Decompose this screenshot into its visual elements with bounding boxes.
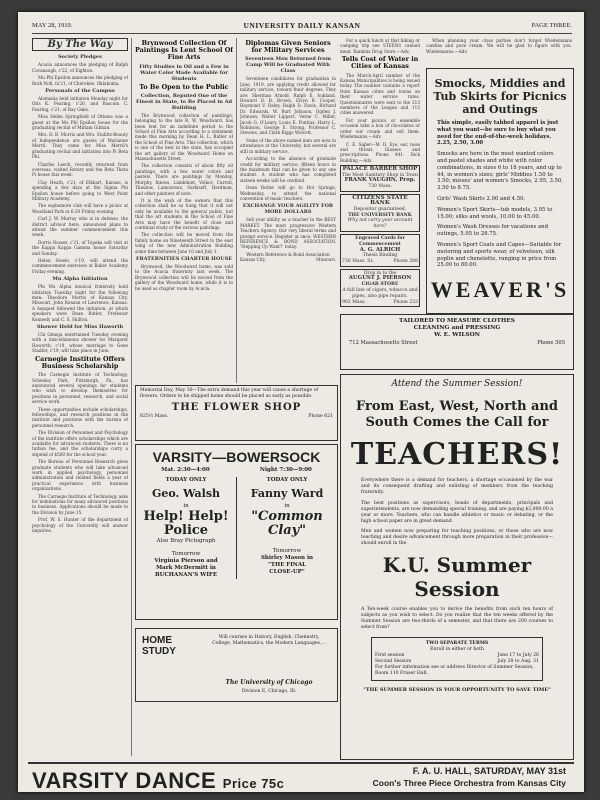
diplomas-subhead: Seventeen Men Returned from Camp Will be Graduated With Class: [244, 56, 332, 75]
initiation-heading: Mu Alpha Initiation: [52, 276, 108, 283]
teachers-big: TEACHERS!: [350, 437, 564, 472]
adv-paragraph: C. E. Sigler—M. D. Eye, ear, nose and throat. Glasses and prescriptions. Phone 441. Dick Building.—Adv.: [340, 141, 420, 163]
teachers-headline: South Comes the Call for: [365, 415, 549, 430]
diplomas-headline: Diplomas Given Seniors for Military Services: [245, 39, 331, 55]
summer-session-title: K.U. Summer Session: [382, 553, 532, 602]
column-diplomas: [240, 38, 336, 383]
terms-sub: Enroll in either or both: [430, 647, 484, 653]
palace-owner: FRANK VAUGHN, Prop.: [344, 177, 416, 184]
tomorrow-line: Mark McDermitt in: [156, 565, 216, 571]
pierson-phone: Phone 233: [393, 299, 418, 305]
wilson-line: CLEANING and PRESSING: [413, 325, 501, 332]
personals-heading: Personals of the Campus: [45, 88, 115, 95]
cigar-text: A full line of cigars, tobacco and pipes, also pipe repairs.: [342, 287, 418, 299]
ad-line: Western Reference & Bond Association: [246, 251, 330, 257]
chicago-name: The University of Chicago: [225, 679, 313, 686]
article-paragraph: Sell your ability as a teacher in the BEST MARKET. The most progressive Western Teachers Agency. Our very liberal terms and prompt service. Register at once. WESTERN REFERENCE & BOND ASSOCIATION, 'Stepping Up Want?' today.: [240, 217, 336, 250]
varsity-left: [136, 477, 236, 579]
flower-phone: Phone 621: [308, 413, 333, 419]
citizens-line: Why not carry your account here?: [347, 218, 413, 230]
adv-paragraph: For your picnics or ensemble occasion take a box of chocolates or order our cream and sell them. Wiedemanns.—Adv.: [340, 117, 420, 140]
fraternity-heading: FRATERNITIES CHARTER HOUSE: [135, 255, 233, 262]
term-name: Second Session: [375, 659, 412, 665]
alrich-name: A. G. ALRICH: [359, 246, 401, 253]
save-time-line: "THE SUMMER SESSION IS YOUR OPPORTUNITY TO SAVE TIME": [363, 687, 551, 694]
terms-heading: TWO SEPARATE TERMS: [425, 641, 489, 647]
matinee-times: Mat. 2:30—4:00: [161, 467, 210, 473]
shower-heading: Shower Held for Miss Haworth: [36, 324, 124, 331]
carnegie-headline: Carnegie Institute Offers Business Scholarship: [35, 354, 125, 370]
masthead-date: MAY 28, 1919.: [32, 22, 73, 29]
home-study-text: Will courses in History, English, Chemistry, College, Mathematics, the Modern Languages,...: [212, 635, 326, 646]
chicago-address: Division E, Chicago, Ill.: [241, 689, 297, 694]
varsity-right: [236, 477, 337, 579]
alrich-phone: Phone 288: [393, 259, 418, 265]
article-paragraph: The Bureau of Personnel Research gives graduate students who will take advanced work in applied psychology, personnel administration and related fields a year of practical experience with business organizations.: [32, 459, 128, 492]
attend-line: Attend the Summer Session!: [391, 379, 523, 389]
night-times: Night 7:30—9:00: [259, 467, 312, 473]
summer-session-ad: [340, 374, 574, 760]
teachers-paragraph: Men and women now preparing for teaching positions, or those who are now teaching and desire advancement through more preparation in their profession—should enroll in the: [361, 529, 553, 547]
film-title: "Common Clay": [251, 509, 323, 538]
today-only: TODAY ONLY: [266, 477, 308, 483]
article-paragraph: Mu Phi Epsilon announces the pledging of Ruth Noll, fa'21, of Cherokee, Oklahoma.: [32, 75, 128, 86]
article-paragraph: Miss Helen Springfield of Ottawa was a guest at the Mu Phi Epsilon house for the graduating recital of Miriam Gilman.: [32, 114, 128, 131]
tomorrow-line: Shirley Mason in: [260, 555, 314, 561]
article-paragraph: Alemania held initiation Monday night for Otis K. Fearing, c'20, and Bascom C. Fearing, c'21, of Bay Oaks.: [32, 96, 128, 112]
home-study-title: HOME: [142, 635, 172, 646]
wilson-ad: [340, 314, 574, 370]
article-paragraph: Acacia announces the pledging of Ralph Cavanaugh, c'22, of Eighton.: [32, 62, 128, 73]
article-paragraph: Clay Heath, c'21, of Elkhart, Kansas, is spending a few days at the Sigma Phi Epsilon house before going to West Point Military Academy.: [32, 179, 128, 201]
article-paragraph: It is the wish of the owners that this collection shall be so hung that it will not only be available to the general public, but that the art students in the School of Fine Arts may have the benefit of close and continual study of the various paintings.: [135, 197, 233, 230]
column-rule: [236, 38, 237, 383]
article-paragraph: Helen Steele, c'19, will attend the commencement exercises at Baker Academy Friday evening.: [32, 258, 128, 274]
citizens-line: THE UNIVERSITY BANK: [348, 212, 412, 218]
citizens-line: Depositor guaranteed.: [353, 206, 407, 212]
masthead: [32, 19, 572, 34]
article-paragraph: Phi Mu Alpha musical fraternity held initiation Tuesday night for the following men: Theodore Morris of Kansas City, Missouri, John Ronzan of Lawrence, Kansas. A banquet followed the initiation, at which speakers were Dean Butler, Professor Kennedy and C. S. Skilton.: [32, 284, 128, 322]
pierson-address: 902 Mass.: [342, 299, 366, 305]
star-name: Geo. Walsh: [151, 487, 221, 500]
dance-hall: F. A. U. HALL, SATURDAY, MAY 31st: [412, 766, 566, 776]
article-paragraph: Mrs. D. B. Morris and Mrs. Stahltz-Beauty of Independence are guests of Marianne Merril. They came for Miss Merril's graduating recital and initiation into Pi Beta Phi.: [32, 132, 128, 160]
exchange-heading: EXCHANGE YOUR AGILITY FOR MORE DOLLARS: [242, 203, 334, 216]
article-paragraph: Carl J. W. Murray who is in defense, the district advisor here, announced plans to attend the summer commencement this week.: [32, 216, 128, 238]
term-name: First session: [375, 653, 405, 659]
palace-address: 730 Mass.: [368, 184, 392, 190]
varsity-theatre-ad: [135, 444, 338, 620]
society-pledges-heading: Society Pledges: [58, 54, 102, 61]
palace-title: PALACE BARBER SHOP: [342, 166, 418, 173]
brynwood-subhead: Fifty Studies in Oil and a Few in Water Color Made Available for Students: [139, 63, 229, 82]
tomorrow-line: BUCHANAN'S WIFE: [154, 572, 218, 578]
palace-slogan: The Most Sanitary Shop in Town: [342, 172, 419, 178]
home-study-title: STUDY: [142, 646, 176, 657]
varsity-dance-banner: [28, 762, 574, 790]
dance-price: Price 75c: [222, 776, 285, 791]
article-paragraph: Seventeen candidates for graduation in June, 1919, are applying credit allowed for military service, toward their degrees. They are: Sherman Arnold, Ralph E. Aukland, Howard D. B. Brown, Elvyn R. Cooper, Raymond V. Daley, Ralph D. Davis, Richard Dr. Edwards, W. Burt Johnson, Ogden J. Johnson, Walter Lippert, Verne C. Miller, Jacob G. O'Leary, Louis E. Pontius, Harry L. Robinson, George E. Strong, Professor C. Stevens, and Clark Riggs Wolcott.: [240, 76, 336, 136]
by-the-way-heading: By The Way: [32, 38, 128, 51]
teachers-paragraph: A Ten-week course enables you to derive the benefits from such ten hours of subjects as you wish to select. Do you realize that the ten weeks offered by the Summer Session are two-thirds of a semester, and that there are 200 courses to select from?: [361, 607, 553, 631]
article-paragraph: The Carnegie Institute of Technology, Schenley Park, Pittsburgh, Pa., has announced several openings for students who wish to develop themselves for positions in personnel, research, and social service work.: [32, 372, 128, 405]
smocks-text: Smocks are here in the most wanted colors and pastel shades and white with color combinations, in sizes 6 to 18 years, and up to 44, in women's sizes; girls' Middies 1.50 to 3.50; misses' and women's Smocks, 2.95, 3.50, 3.50 to 8.75.: [437, 151, 563, 192]
flower-shop-title: THE FLOWER SHOP: [171, 401, 302, 413]
alrich-address: 736 Mass. St.: [342, 259, 374, 265]
engraved-title: Engraved Cards for Commencement: [355, 235, 405, 247]
dance-title: VARSITY DANCE Price 75c: [32, 768, 285, 792]
masthead-title: UNIVERSITY DAILY KANSAN: [243, 21, 361, 30]
article-paragraph: The Brynwood collection of paintings, belonging to the late R. W. Woodward, has been lent for an indefinite period to the School of Fine Arts according to a statement made this morning by Dean H. L. Butler of the School of Fine Arts. This collection, which is one of the best in the state, has occupied the art gallery of the Woodward Home on Massachusetts Street.: [135, 112, 233, 162]
tomorrow-label: Tomorrow: [272, 548, 302, 554]
article-paragraph: Dorris Rosser, c'21, of Topeka will visit at the Kappa Kappa Gamma house Saturday and Sunday.: [32, 239, 128, 256]
dance-orchestra: Coon's Three Piece Orchestra from Kansas City: [372, 778, 566, 788]
teachers-headline: From East, West, North and: [355, 399, 559, 414]
flower-address: 825½ Mass.: [140, 413, 169, 419]
term-dates: June 17 to July 26: [497, 653, 539, 659]
adv-paragraph: For a quick lunch at that hiking or camping trip see STEENS canned meat. Rankins Drug Store.—Adv.: [340, 38, 420, 54]
tomorrow-label: Tomorrow: [171, 551, 201, 557]
article-paragraph: Chi Omega entertained Tuesday evening with a miscellaneous shower for Margaret Haworth, c'19, whose marriage to Gene Stadler, c'19, will take place in June.: [32, 332, 128, 354]
column-ads-2-top: [426, 38, 572, 64]
terms-info: For further information see or address Director of Summer Session, Room 110 Fraser Hall.: [375, 665, 534, 677]
also-line: Also Bray Pictograph: [156, 538, 216, 544]
article-paragraph: Brynwood, the Woodward home, was sold to the Acacia fraternity last week. The Brynwood collection will be moved from the gallery of the Woodward home, while it is to be used as chapter room by Acacia.: [135, 263, 233, 291]
article-paragraph: The collection will be moved from the family home on Nineteenth Street to the east wing of the new Administration Building some time between June 10 and July 1.: [135, 232, 233, 254]
pierson-name: AUGUST J. PIERSON: [348, 275, 412, 282]
teachers-paragraph: The best positions as supervisors, heads of departments, principals and superintendents, are now demanding special training, and are paying $2,000.00 a year or more. Teachers, who can handle athletics or music or debating, or the high school paper are in great demand.: [361, 500, 553, 524]
smocks-text: Women's Sport Skirts—tub models, 3.95 to 15.00; silks and wools, 10.00 to 45.00.: [437, 206, 553, 220]
article-paragraph: According to the absence of graduate credit for military service, fifteen hours in the maximum that can be given to any one student. A student who has completed sixteen weeks will be credited.: [240, 156, 336, 183]
tomorrow-line: CLOSE-UP": [269, 569, 305, 575]
article-paragraph: These opportunities include scholarships, fellowships, and research positions in the institute and positions with the bureau of personnel research.: [32, 406, 128, 428]
article-paragraph: Dean Butler will go to Hot Springs, Wednesday, to attend the national convention of music teachers.: [240, 185, 336, 201]
wilson-line: TAILORED TO MEASURE CLOTHES: [399, 318, 515, 324]
weavers-logo: WEAVER'S: [430, 277, 570, 303]
article-paragraph: The sophomore club will have a picnic at Woodland Park at 6:30 Friday evening.: [32, 203, 128, 214]
varsity-title: VARSITY—BOWERSOCK: [152, 449, 321, 465]
column-rule: [131, 38, 132, 756]
wilson-address: 712 Massachusetts Street: [349, 339, 418, 346]
smocks-text: Women's Wash Dresses for vacations and outings, 5.95 to 28.75.: [437, 224, 548, 238]
term-dates: July 28 to Aug. 31: [497, 659, 539, 665]
drop-line: Drop in to the: [363, 270, 397, 276]
ad-line: Kansas City.: [240, 257, 266, 263]
smocks-text: Women's Sport Coats and Capes—Suitable for motoring and sports wear, of velveteen, silk poplin and chenelette, ranging in price from 25.00 to 80.00.: [437, 241, 562, 269]
ad-line: Missouri.: [316, 257, 336, 263]
wilson-name: W. E. WILSON: [434, 332, 480, 339]
today-only: TODAY ONLY: [165, 477, 207, 483]
smocks-text: Girls' Wash Skirts 2.00 and 4.50.: [437, 195, 526, 202]
teachers-paragraph: Everywhere there is a demand for teachers, a shortage occasioned by the war and its consequent drafting and enlisting of members from the teaching fraternity.: [361, 478, 553, 495]
flower-ad-text: Memorial Day, May 30—The extra demand this year will cause a shortage of flowers. Orders to be shipped home should be placed as early as possible.: [140, 388, 319, 399]
column-society: [32, 38, 128, 756]
in-word: in: [183, 503, 189, 509]
public-subhead: Collection, Reputed One of the Finest in State, to Be Placed in Ad Building: [135, 92, 233, 111]
newspaper-page: [18, 12, 584, 792]
smocks-text: This simple, easily tabbed apparel is just what you want—be sure to buy what you need for the end-of-the-week holidays. 2.25, 2.50, 3.00: [437, 120, 559, 147]
water-headline: Tells Cost of Water in Cities of Kansas: [341, 55, 419, 71]
cigar-store: CIGAR STORE: [361, 282, 399, 288]
article-paragraph: The March-April number of the Kansas Municipalities is being issued today. The number contains a report from Kansas cities and towns on their water service rates. Questionnaires were sent to the 213 members of the League and 115 cities answered.: [340, 72, 420, 116]
wilson-phone: Phone 505: [537, 339, 565, 346]
article-paragraph: The Division of Personnel and Psychology of the institute offers scholarships which are available for advanced students. There is no tuition fee, and the scholarships carry a stipend of $500 for the school year.: [32, 430, 128, 457]
adv-paragraph: When planning your class parties don't forget Wiedemanns candies and pure cream. We will be glad to figure with you. Wiedemanns.—Adv.: [426, 38, 572, 54]
thesis-line: Thesis Binding: [362, 253, 398, 259]
star-name: Fanny Ward: [250, 487, 324, 500]
film-title: Help! Help! Police: [143, 509, 229, 538]
article-paragraph: The Carnegie Institute of Technology asks for nominations for many advanced positions in business. Applications should be made to the Division by June 15.: [32, 493, 128, 515]
masthead-page: PAGE THREE.: [531, 22, 572, 29]
smocks-headline: Smocks, Middies and Tub Skirts for Picnics and Outings: [433, 77, 567, 116]
public-headline: To Be Open to the Public: [139, 82, 229, 91]
home-study-ad: [135, 628, 338, 702]
article-paragraph: Some of the above named men are now in attendance at the University, but several are still in military service.: [240, 137, 336, 154]
article-paragraph: Charles Leech, recently returned from overseas, visited Rotary and the Beta Theta Pi house this week.: [32, 161, 128, 178]
tomorrow-line: "THE FINAL: [268, 562, 306, 568]
in-word: in: [284, 503, 290, 509]
flower-shop-ad: [135, 385, 338, 441]
article-paragraph: The collection consists of about fifty oil paintings, with a few water colors and pastels. There are paintings by Monday, Murphy, Inness, Lamblinet, Volkov, Carroll, Thaulow, Lamoureux, Sarkisoft, Hardman, and other painters of note.: [135, 163, 233, 196]
citizens-bank-title: CITIZENS STATE BANK: [352, 194, 408, 207]
smocks-ad: [426, 68, 574, 314]
article-paragraph: Prof. W. S. Hunter of the department of psychology of the University will answer inquiries.: [32, 517, 128, 534]
brynwood-headline: Brynwood Collection Of Paintings Is Lent School Of Fine Arts: [135, 39, 233, 62]
tomorrow-line: Virginia Pierson and: [154, 558, 218, 564]
